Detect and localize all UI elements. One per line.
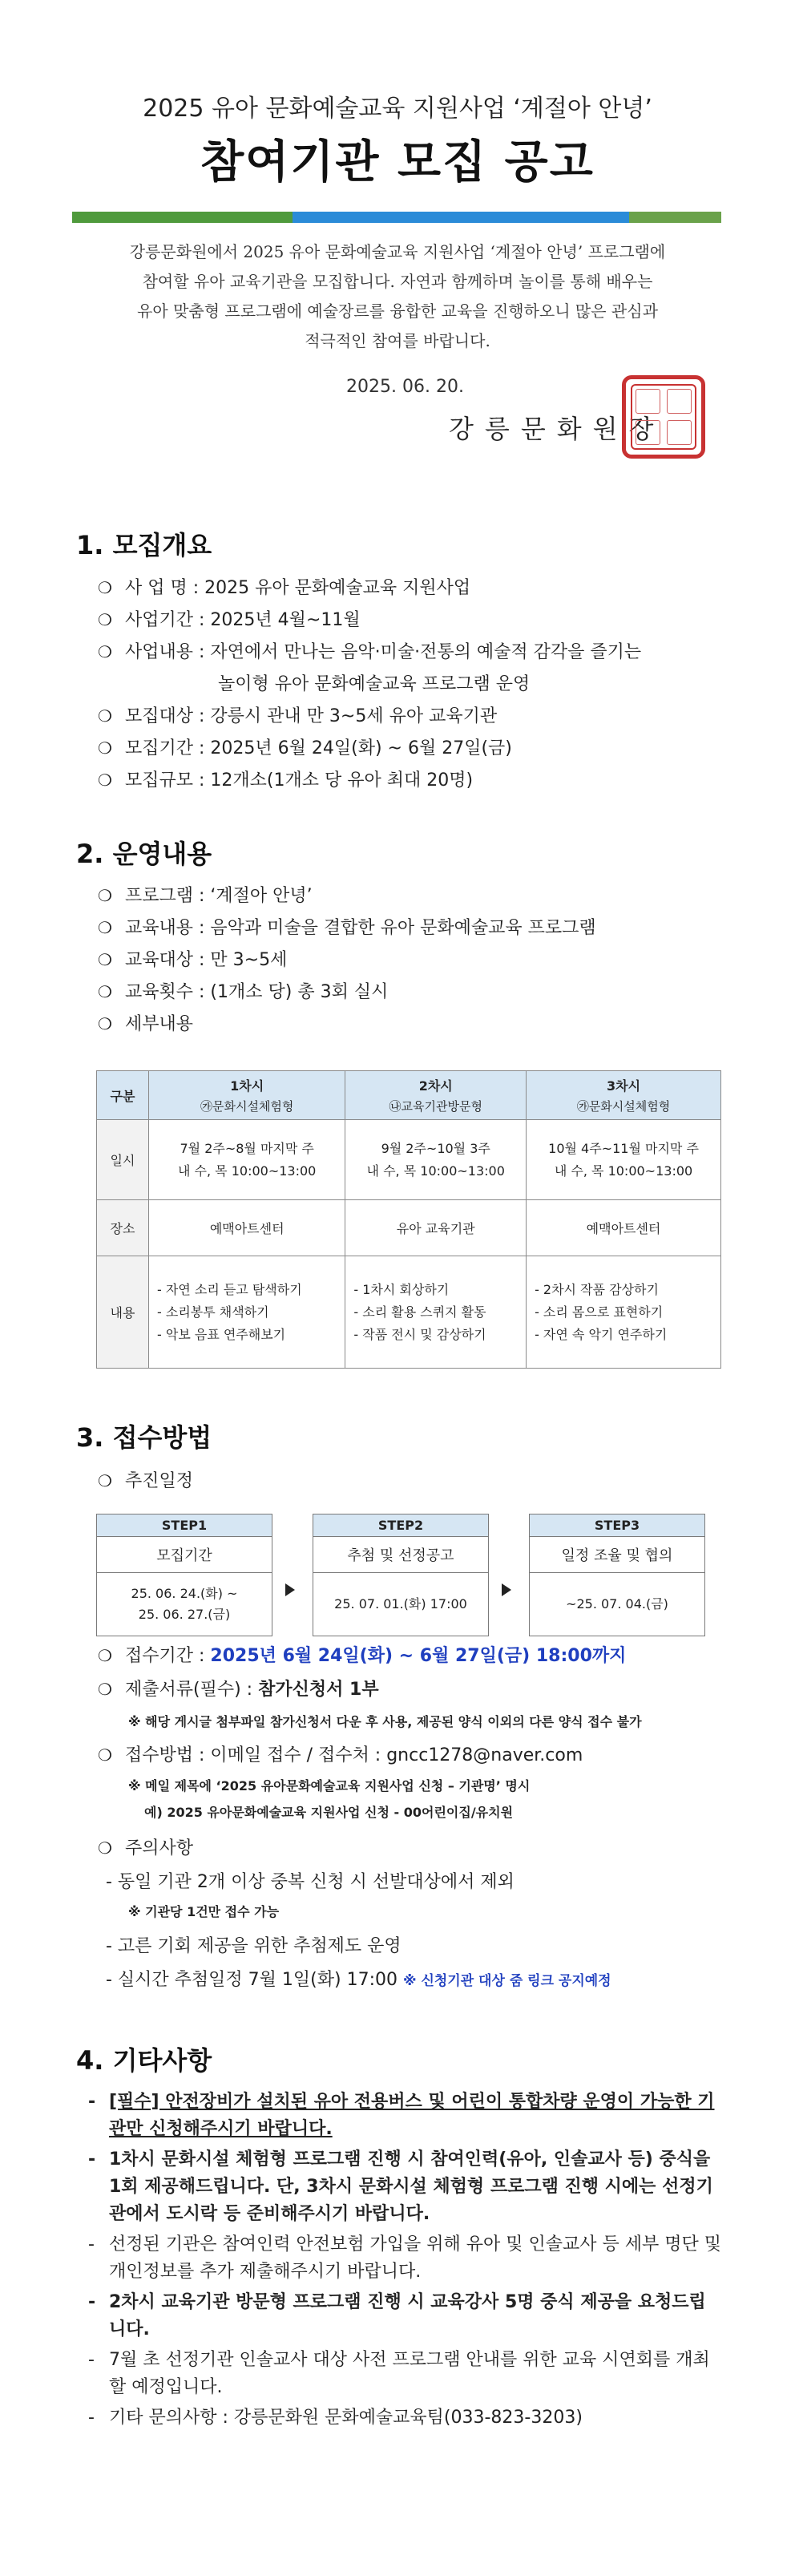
- arrow-right-icon: [285, 1583, 295, 1596]
- intro-line: 적극적인 참여를 바랍니다.: [305, 331, 490, 350]
- table-column-header: 3차시 ㉮문화시설체험형: [527, 1071, 721, 1120]
- step-date: ~25. 07. 04.(금): [566, 1596, 668, 1612]
- step-box: [96, 1514, 272, 1636]
- other-item: - [필수] 안전장비가 설치된 유아 전용버스 및 어린이 통합차량 운영이 가능한 기관만 신청해주시기 바랍니다.: [88, 2092, 715, 2139]
- bullet-icon: ❍: [98, 770, 112, 790]
- intro-line: 유아 맞춤형 프로그램에 예술장르를 융합한 교육을 진행하오니 많은 관심과: [137, 301, 658, 321]
- operation-item: ❍ 세부내용: [98, 1014, 194, 1034]
- step-box: [529, 1514, 705, 1636]
- application-method: ❍ 접수방법 : 이메일 접수 / 접수처 : gncc1278@naver.com: [98, 1745, 583, 1765]
- operation-item: ❍ 교육대상 : 만 3~5세: [98, 950, 288, 970]
- official-seal-icon: [622, 375, 705, 459]
- section3-heading: 3. 접수방법: [76, 1422, 212, 1453]
- section2-heading: 2. 운영내용: [76, 839, 212, 869]
- row-label: 일시: [97, 1120, 149, 1200]
- table-cell: 7월 2주~8월 마지막 주 내 수, 목 10:00~13:00: [149, 1120, 345, 1200]
- bar-segment: [293, 212, 437, 223]
- intro-line: 강릉문화원에서 2025 유아 문화예술교육 지원사업 ‘계절아 안녕’ 프로그램에: [129, 242, 666, 261]
- bullet-icon: ❍: [98, 642, 112, 661]
- notice-date: 2025. 06. 20.: [346, 377, 464, 397]
- table-column-header: 2차시 ㉯교육기관방문형: [345, 1071, 527, 1120]
- step-number: STEP1: [97, 1514, 272, 1537]
- application-period: ❍ 접수기간 : 2025년 6월 24일(화) ~ 6월 27일(금) 18:00까지: [98, 1646, 627, 1666]
- bar-segment: [437, 212, 629, 223]
- step-name: 일정 조율 및 협의: [530, 1537, 704, 1573]
- row-label: 장소: [97, 1200, 149, 1256]
- step-name: 모집기간: [97, 1537, 272, 1573]
- bullet-icon: ❍: [98, 706, 112, 726]
- title-color-bar: [72, 212, 721, 223]
- section1-heading: 1. 모집개요: [76, 530, 212, 560]
- table-header-row: [97, 1071, 721, 1120]
- table-cell: - 2차시 작품 감상하기 - 소리 몸으로 표현하기 - 자연 속 악기 연주하기: [527, 1256, 721, 1369]
- other-item: - 선정된 기관은 참여인력 안전보험 가입을 위해 유아 및 인솔교사 등 세부 명단 및 개인정보를 추가 제출해주시기 바랍니다.: [88, 2234, 721, 2282]
- bullet-icon: ❍: [98, 918, 112, 937]
- table-cell: 예맥아트센터: [149, 1200, 345, 1256]
- table-cell: 예맥아트센터: [527, 1200, 721, 1256]
- notice-title: 참여기관 모집 공고: [200, 136, 595, 188]
- overview-item: ❍ 모집규모 : 12개소(1개소 당 유아 최대 20명): [98, 770, 474, 791]
- bullet-icon: ❍: [98, 1471, 112, 1490]
- bullet-icon: ❍: [98, 1646, 112, 1665]
- step-name: 추첨 및 선정공고: [313, 1537, 488, 1573]
- overview-item-continued: 놀이형 유아 문화예술교육 프로그램 운영: [218, 674, 531, 694]
- step-box: [313, 1514, 489, 1636]
- method-note: ※ 메일 제목에 ‘2025 유아문화예술교육 지원사업 신청 – 기관명’ 명시: [128, 1778, 531, 1793]
- row-label: 내용: [97, 1256, 149, 1369]
- arrow-right-icon: [502, 1583, 511, 1596]
- intro-paragraph: [112, 237, 683, 356]
- table-cell: - 1차시 회상하기 - 소리 활용 스퀴지 활동 - 작품 전시 및 감상하기: [345, 1256, 527, 1369]
- bullet-icon: ❍: [98, 1745, 112, 1765]
- table-row: [97, 1256, 721, 1369]
- operation-item: ❍ 프로그램 : ‘계절아 안녕’: [98, 886, 313, 906]
- caution-note: ※ 기관당 1건만 접수 가능: [128, 1904, 280, 1919]
- caution-label: ❍ 주의사항: [98, 1838, 194, 1858]
- bullet-icon: ❍: [98, 950, 112, 969]
- overview-item: ❍ 모집기간 : 2025년 6월 24일(화) ~ 6월 27일(금): [98, 738, 512, 758]
- required-documents: ❍ 제출서류(필수) : 참가신청서 1부: [98, 1680, 379, 1700]
- documents-note: ※ 해당 게시글 첨부파일 참가신청서 다운 후 사용, 제공된 양식 이외의 다른 양식 접수 불가: [128, 1714, 642, 1729]
- other-item: - 2차시 교육기관 방문형 프로그램 진행 시 교육강사 5명 중식 제공을 요청드립니다.: [88, 2292, 706, 2339]
- caution-item: - 고른 기회 제공을 위한 추첨제도 운영: [106, 1936, 402, 1956]
- bullet-icon: ❍: [98, 1680, 112, 1699]
- caution-item: - 동일 기관 2개 이상 중복 신청 시 선발대상에서 제외: [106, 1872, 515, 1892]
- method-example: 예) 2025 유아문화예술교육 지원사업 신청 - 00어린이집/유치원: [144, 1805, 514, 1820]
- caution-item: - 실시간 추첨일정 7월 1일(화) 17:00 ※ 신청기관 대상 줌 링크 공지예정: [106, 1970, 611, 1990]
- program-table: [96, 1070, 721, 1369]
- operation-item: ❍ 교육횟수 : (1개소 당) 총 3회 실시: [98, 982, 389, 1002]
- bullet-icon: ❍: [98, 886, 112, 905]
- issuer-name: 강릉문화원장: [449, 414, 665, 444]
- overview-item: ❍ 사업기간 : 2025년 4월~11월: [98, 610, 361, 630]
- operation-item: ❍ 교육내용 : 음악과 미술을 결합한 유아 문화예술교육 프로그램: [98, 918, 596, 938]
- table-row: [97, 1120, 721, 1200]
- intro-line: 참여할 유아 교육기관을 모집합니다. 자연과 함께하며 놀이를 통해 배우는: [142, 272, 653, 291]
- bullet-icon: ❍: [98, 738, 112, 758]
- bullet-icon: ❍: [98, 1838, 112, 1858]
- bullet-icon: ❍: [98, 610, 112, 629]
- other-item: - 1차시 문화시설 체험형 프로그램 진행 시 참여인력(유아, 인솔교사 등) 중식을 1회 제공해드립니다. 단, 3차시 문화시설 체험형 프로그램 진행 시에는 선정기관에서 도시락 등 준비해주시기 바랍니다.: [88, 2149, 713, 2224]
- step-date: 25. 06. 24.(화) ~ 25. 06. 27.(금): [131, 1586, 238, 1622]
- bullet-icon: ❍: [98, 982, 112, 1001]
- table-cell: 유아 교육기관: [345, 1200, 527, 1256]
- table-cell: - 자연 소리 듣고 탐색하기 - 소리봉투 채색하기 - 악보 음표 연주해보기: [149, 1256, 345, 1369]
- table-column-header: 1차시 ㉮문화시설체험형: [149, 1071, 345, 1120]
- table-cell: 9월 2주~10월 3주 내 수, 목 10:00~13:00: [345, 1120, 527, 1200]
- other-item: - 기타 문의사항 : 강릉문화원 문화예술교육팀(033-823-3203): [88, 2408, 583, 2428]
- step-number: STEP3: [530, 1514, 704, 1537]
- section4-heading: 4. 기타사항: [76, 2045, 212, 2076]
- notice-subtitle: 2025 유아 문화예술교육 지원사업 ‘계절아 안녕’: [143, 95, 652, 123]
- step-number: STEP2: [313, 1514, 488, 1537]
- other-item: - 7월 초 선정기관 인솔교사 대상 사전 프로그램 안내를 위한 교육 시연회를 개최할 예정입니다.: [88, 2350, 710, 2397]
- table-row: [97, 1200, 721, 1256]
- overview-item: ❍ 사 업 명 : 2025 유아 문화예술교육 지원사업: [98, 578, 471, 598]
- schedule-label: ❍ 추진일정: [98, 1471, 194, 1491]
- bar-segment: [72, 212, 293, 223]
- overview-item: ❍ 사업내용 : 자연에서 만나는 음악·미술·전통의 예술적 감각을 즐기는: [98, 642, 642, 662]
- table-cell: 10월 4주~11월 마지막 주 내 수, 목 10:00~13:00: [527, 1120, 721, 1200]
- overview-item: ❍ 모집대상 : 강릉시 관내 만 3~5세 유아 교육기관: [98, 706, 498, 726]
- bullet-icon: ❍: [98, 578, 112, 597]
- table-corner: 구분: [97, 1071, 149, 1120]
- bar-segment: [629, 212, 721, 223]
- bullet-icon: ❍: [98, 1014, 112, 1033]
- step-date: 25. 07. 01.(화) 17:00: [334, 1596, 467, 1612]
- zoom-notice: ※ 신청기관 대상 줌 링크 공지예정: [403, 1973, 611, 1989]
